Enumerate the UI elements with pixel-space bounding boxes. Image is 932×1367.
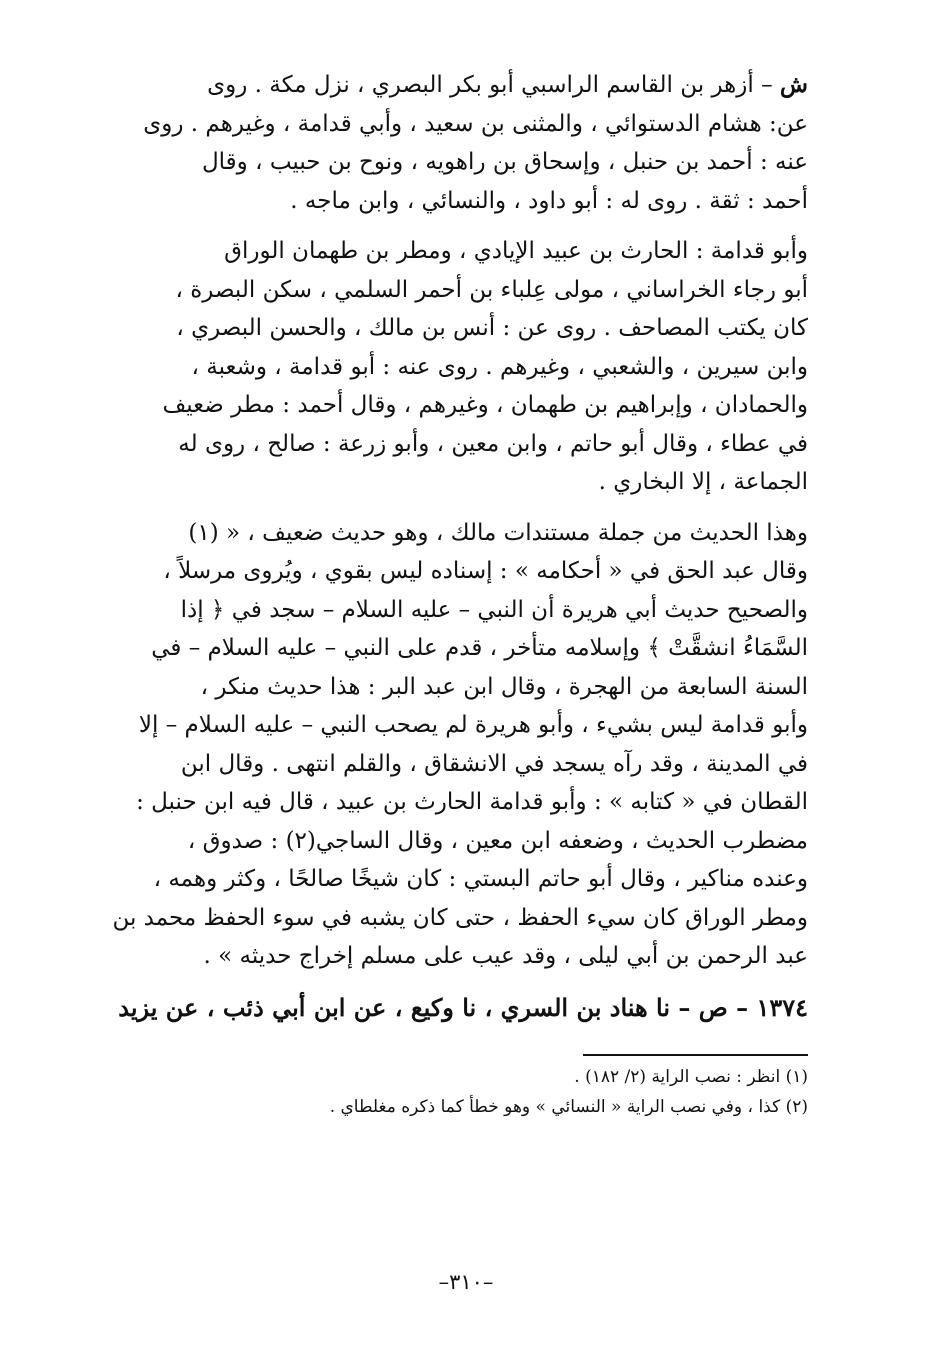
page-number: –٣١٠– [438, 1270, 494, 1294]
text-line: وهذا الحديث من جملة مستندات مالك ، وهو حديث ضعيف ، « (١) [188, 519, 808, 546]
paragraph-abu-qudama [108, 232, 808, 502]
text-line: أحمد : ثقة . روى له : أبو داود ، والنسائي ، وابن ماجه . [290, 187, 808, 214]
paragraph-narrator-azhar [108, 66, 808, 220]
text-line: مضطرب الحديث ، وضعفه ابن معين ، وقال الساجي(٢) : صدوق ، [187, 827, 808, 854]
text-line: القطان في « كتابه » : وأبو قدامة الحارث بن عبيد ، قال فيه ابن حنبل : [136, 789, 808, 815]
text-line: في المدينة ، وقد رآه يسجد في الانشقاق ، والقلم انتهى . وقال ابن [180, 750, 808, 777]
paragraph-hadith-commentary [108, 514, 808, 976]
text-line: في عطاء ، وقال أبو حاتم ، وابن معين ، وأبو زرعة : صالح ، روى له [178, 430, 808, 457]
source-symbol: ش [779, 71, 808, 98]
text-line: عن: هشام الدستوائي ، والمثنى بن سعيد ، وأبي قدامة ، وغيرهم . روى [143, 110, 808, 137]
footnote-1: (١) انظر : نصب الراية (٢/ ١٨٢) . [574, 1066, 808, 1087]
text-line: وابن سيرين ، والشعبي ، وغيرهم . روى عنه : أبو قدامة ، وشعبة ، [191, 353, 808, 380]
footnote-2: (٢) كذا ، وفي نصب الراية « النسائي » وهو خطأ كما ذكره مغلطاي . [329, 1096, 808, 1117]
text-line: ومطر الوراق كان سيء الحفظ ، حتى كان يشبه في سوء الحفظ محمد بن [112, 904, 808, 931]
hadith-1374-heading: ١٣٧٤ – ص – نا هناد بن السري ، نا وكيع ، عن ابن أبي ذئب ، عن يزيد [118, 992, 808, 1022]
text-line: أبو رجاء الخراساني ، مولى عِلباء بن أحمر السلمي ، سكن البصرة ، [175, 276, 808, 303]
text-line [108, 66, 808, 105]
text-line: عبد الرحمن بن أبي ليلى ، وقد عيب على مسلم إخراج حديثه » . [203, 943, 808, 969]
footnote-divider [583, 1054, 808, 1056]
text-line: والحمادان ، وإبراهيم بن طهمان ، وغيرهم ، وقال أحمد : مطر ضعيف [162, 392, 808, 418]
text-line: عنه : أحمد بن حنبل ، وإسحاق بن راهويه ، ونوح بن حبيب ، وقال [201, 149, 808, 175]
text-line: وعنده مناكير ، وقال أبو حاتم البستي : كان شيخًا صالحًا ، وكثر وهمه ، [153, 866, 808, 892]
document-page [108, 66, 808, 1122]
text-line: السَّمَاءُ انشقَّتْ ﴾ وإسلامه متأخر ، قدم على النبي – عليه السلام – في [151, 635, 808, 661]
text-line: والصحيح حديث أبي هريرة أن النبي – عليه السلام – سجد في ﴿ إذا [180, 596, 808, 623]
text-line: وأبو قدامة ليس بشيء ، وأبو هريرة لم يصحب النبي – عليه السلام – إلا [138, 712, 808, 738]
text-line: السنة السابعة من الهجرة ، وقال ابن عبد البر : هذا حديث منكر ، [200, 673, 808, 700]
text-line: وأبو قدامة : الحارث بن عبيد الإيادي ، ومطر بن طهمان الوراق [224, 238, 808, 264]
text-line: وقال عبد الحق في « أحكامه » : إسناده ليس بقوي ، ويُروى مرسلاً ، [163, 558, 808, 584]
footnotes [108, 1062, 808, 1122]
text-line: الجماعة ، إلا البخاري . [598, 469, 808, 495]
text-line-content: – أزهر بن القاسم الراسبي أبو بكر البصري ، نزل مكة . روى [207, 72, 780, 98]
text-line: كان يكتب المصاحف . روى عن : أنس بن مالك ، والحسن البصري ، [176, 315, 808, 341]
